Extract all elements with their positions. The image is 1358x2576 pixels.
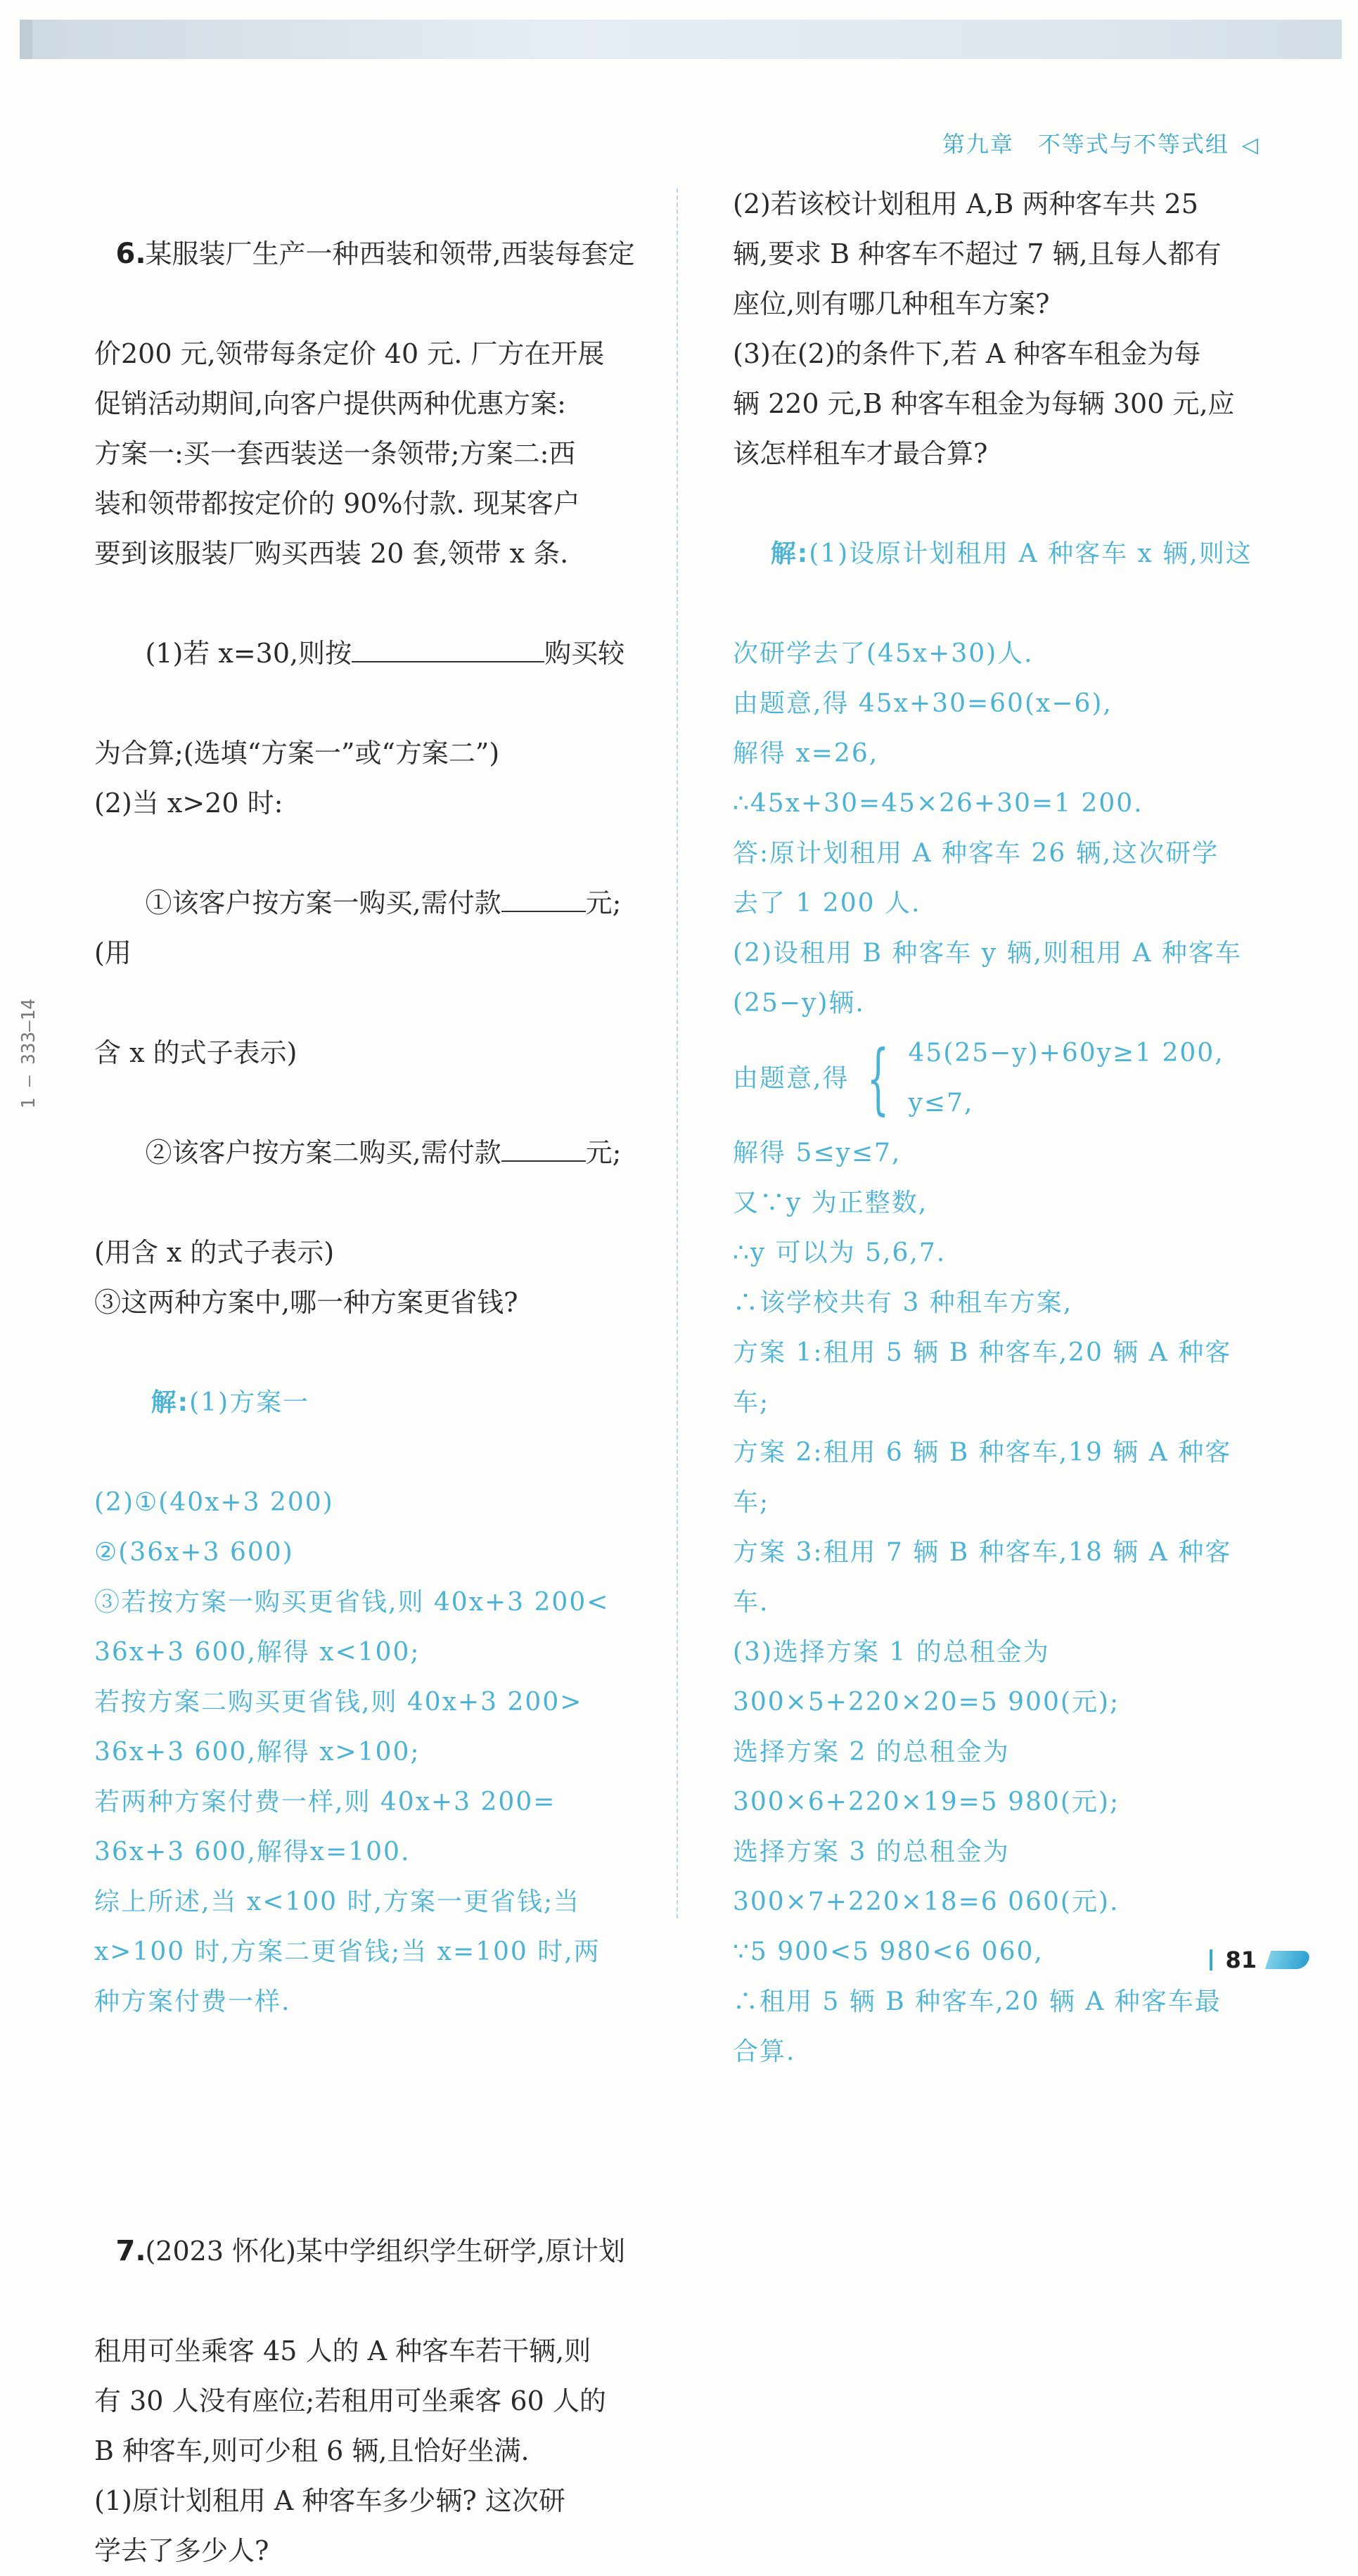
q6-answer-line: 36x+3 600,解得 x>100; bbox=[94, 1738, 421, 1767]
q7-stem-line: 座位,则有哪几种租车方案? bbox=[733, 288, 1050, 319]
q7-stem-line: 学去了多少人? bbox=[94, 2535, 269, 2566]
q6-stem-line: 要到该服装厂购买西装 20 套,领带 x 条. bbox=[94, 538, 569, 569]
q7-answer-line: 去了 1 200 人. bbox=[733, 889, 921, 918]
q7-stem-line: 辆,要求 B 种客车不超过 7 辆,且每人都有 bbox=[733, 238, 1222, 269]
q7-answer-line: 解得 5≤y≤7, bbox=[733, 1139, 902, 1167]
answer-blank[interactable] bbox=[501, 883, 586, 912]
q7-stem-line: 租用可坐乘客 45 人的 A 种客车若干辆,则 bbox=[94, 2335, 591, 2366]
q6-stem-line: 某服装厂生产一种西装和领带,西装每套定 bbox=[145, 238, 635, 269]
q6-answer-line: (2)①(40x+3 200) bbox=[94, 1488, 334, 1517]
q7-answer-line: 方案 1:租用 5 辆 B 种客车,20 辆 A 种客车; bbox=[733, 1338, 1232, 1417]
q6-part2-1-text: 元;(用 bbox=[94, 887, 622, 968]
q6-answer-line: 种方案付费一样. bbox=[94, 1987, 291, 2016]
q6-block bbox=[94, 179, 650, 2027]
q7-stem-line: (1)原计划租用 A 种客车多少辆? 这次研 bbox=[94, 2485, 565, 2516]
answer-blank[interactable] bbox=[501, 1132, 586, 1162]
side-mark: 1 — 333—14 bbox=[18, 999, 39, 1109]
q7-answer-line: 选择方案 2 的总租金为 bbox=[733, 1738, 1010, 1767]
q7-stem-line: (3)在(2)的条件下,若 A 种客车租金为每 bbox=[733, 338, 1201, 369]
q6-part2-2-text: (用含 x 的式子表示) bbox=[94, 1237, 335, 1268]
q6-part2-2-text: ②该客户按方案二购买,需付款 bbox=[145, 1137, 501, 1168]
left-brace-icon: { bbox=[867, 1033, 890, 1123]
q7-answer-line: 次研学去了(45x+30)人. bbox=[733, 639, 1034, 668]
left-triangle-icon: ◁ bbox=[1241, 133, 1260, 158]
inequality-system bbox=[733, 1028, 1267, 1128]
chapter-header bbox=[942, 127, 1260, 159]
q6-stem-line: 促销活动期间,向客户提供两种优惠方案: bbox=[94, 388, 566, 419]
q7-answer-line: ∵5 900<5 980<6 060, bbox=[733, 1937, 1044, 1966]
q7-answer-line: 答:原计划租用 A 种客车 26 辆,这次研学 bbox=[733, 839, 1219, 868]
q7-answer-line: 方案 2:租用 6 辆 B 种客车,19 辆 A 种客车; bbox=[733, 1438, 1232, 1517]
page-number: 81 bbox=[1225, 1947, 1257, 1973]
q6-number: 6. bbox=[115, 238, 146, 270]
system-line: 45(25−y)+60y≥1 200, bbox=[908, 1039, 1224, 1068]
q7-answer-line: (3)选择方案 1 的总租金为 bbox=[733, 1638, 1050, 1667]
q6-stem-line: 方案一:买一套西装送一条领带;方案二:西 bbox=[94, 438, 576, 469]
q7-stem-line: 有 30 人没有座位;若租用可坐乘客 60 人的 bbox=[94, 2385, 606, 2416]
q6-part2-2-text: 元; bbox=[585, 1137, 622, 1168]
q7-answer-head: 解: bbox=[770, 539, 809, 568]
q7-answer-line: ∴y 可以为 5,6,7. bbox=[733, 1238, 947, 1267]
q7-answer-line: ∴该学校共有 3 种租车方案, bbox=[733, 1288, 1073, 1317]
top-banner-strip bbox=[20, 20, 32, 59]
q7-answer-line: 选择方案 3 的总租金为 bbox=[733, 1838, 1010, 1866]
top-banner bbox=[20, 20, 1342, 59]
q7-block bbox=[94, 2177, 650, 2576]
q6-stem-line: 装和领带都按定价的 90%付款. 现某客户 bbox=[94, 488, 580, 519]
q6-part2-3-text: ③这两种方案中,哪一种方案更省钱? bbox=[94, 1287, 518, 1318]
q7-stem-line: 辆 220 元,B 种客车租金为每辆 300 元,应 bbox=[733, 388, 1235, 419]
q7-stem-line: B 种客车,则可少租 6 辆,且恰好坐满. bbox=[94, 2435, 530, 2466]
q7-answer-line: 300×7+220×18=6 060(元). bbox=[733, 1888, 1120, 1916]
q7-stem-line: 该怎样租车才最合算? bbox=[733, 438, 988, 469]
q6-answer-line: 36x+3 600,解得x=100. bbox=[94, 1838, 411, 1866]
system-line: y≤7, bbox=[908, 1089, 974, 1117]
q6-answer-line: x>100 时,方案二更省钱;当 x=100 时,两 bbox=[94, 1937, 601, 1966]
q7-answer-line: (1)设原计划租用 A 种客车 x 辆,则这 bbox=[809, 539, 1253, 568]
q7-answer-line: 解得 x=26, bbox=[733, 739, 879, 768]
q6-answer-head: 解: bbox=[150, 1388, 190, 1417]
chapter-label: 第九章 不等式与不等式组 bbox=[942, 131, 1229, 158]
q6-stem-line: 价200 元,领带每条定价 40 元. 厂方在开展 bbox=[94, 338, 605, 369]
page-footer bbox=[1210, 1947, 1309, 1973]
q6-part1-text: (1)若 x=30,则按 bbox=[145, 638, 352, 669]
q7-stem-line: (2023 怀化)某中学组织学生研学,原计划 bbox=[145, 2236, 626, 2267]
q7-answer-line: 合算. bbox=[733, 2037, 796, 2066]
answer-blank[interactable] bbox=[352, 633, 544, 662]
q7-answer-line: 300×5+220×20=5 900(元); bbox=[733, 1688, 1120, 1717]
q7-answer-line: ∴45x+30=45×26+30=1 200. bbox=[733, 789, 1144, 818]
q6-answer-line: 综上所述,当 x<100 时,方案一更省钱;当 bbox=[94, 1888, 581, 1916]
q6-part2-1-text: ①该客户按方案一购买,需付款 bbox=[145, 887, 501, 918]
q7-answer-line: 又∵y 为正整数, bbox=[733, 1188, 928, 1217]
q7-answer-line: 方案 3:租用 7 辆 B 种客车,18 辆 A 种客车. bbox=[733, 1538, 1232, 1617]
left-column bbox=[94, 179, 650, 2576]
q6-part2-text: (2)当 x>20 时: bbox=[94, 788, 283, 819]
q6-part1-text: 购买较 bbox=[544, 638, 625, 669]
q7-answer-line: (25−y)辆. bbox=[733, 989, 865, 1018]
right-column bbox=[733, 179, 1267, 2077]
q6-answer-line: ③若按方案一购买更省钱,则 40x+3 200< bbox=[94, 1588, 610, 1617]
q6-part2-1-text: 含 x 的式子表示) bbox=[94, 1037, 297, 1068]
q6-answer-line: 若两种方案付费一样,则 40x+3 200= bbox=[94, 1788, 556, 1816]
q6-answer-line: 若按方案二购买更省钱,则 40x+3 200> bbox=[94, 1688, 583, 1717]
footer-bar bbox=[1210, 1949, 1212, 1971]
q6-answer-line: (1)方案一 bbox=[189, 1388, 310, 1417]
q6-part1-text: 为合算;(选填“方案一”或“方案二”) bbox=[94, 738, 500, 769]
q7-answer-line: (2)设租用 B 种客车 y 辆,则租用 A 种客车 bbox=[733, 939, 1242, 968]
column-divider bbox=[677, 188, 678, 1918]
q7-answer-line: 由题意,得 45x+30=60(x−6), bbox=[733, 689, 1113, 718]
q7-stem-line: (2)若该校计划租用 A,B 两种客车共 25 bbox=[733, 188, 1198, 219]
footer-wave-icon bbox=[1265, 1951, 1312, 1969]
q7-number: 7. bbox=[115, 2235, 146, 2267]
q7-answer-line: ∴租用 5 辆 B 种客车,20 辆 A 种客车最 bbox=[733, 1987, 1222, 2016]
system-prefix: 由题意,得 bbox=[733, 1063, 850, 1093]
q7-answer-line: 300×6+220×19=5 980(元); bbox=[733, 1788, 1120, 1816]
q6-answer-line: 36x+3 600,解得 x<100; bbox=[94, 1638, 421, 1667]
q6-answer-line: ②(36x+3 600) bbox=[94, 1538, 294, 1567]
